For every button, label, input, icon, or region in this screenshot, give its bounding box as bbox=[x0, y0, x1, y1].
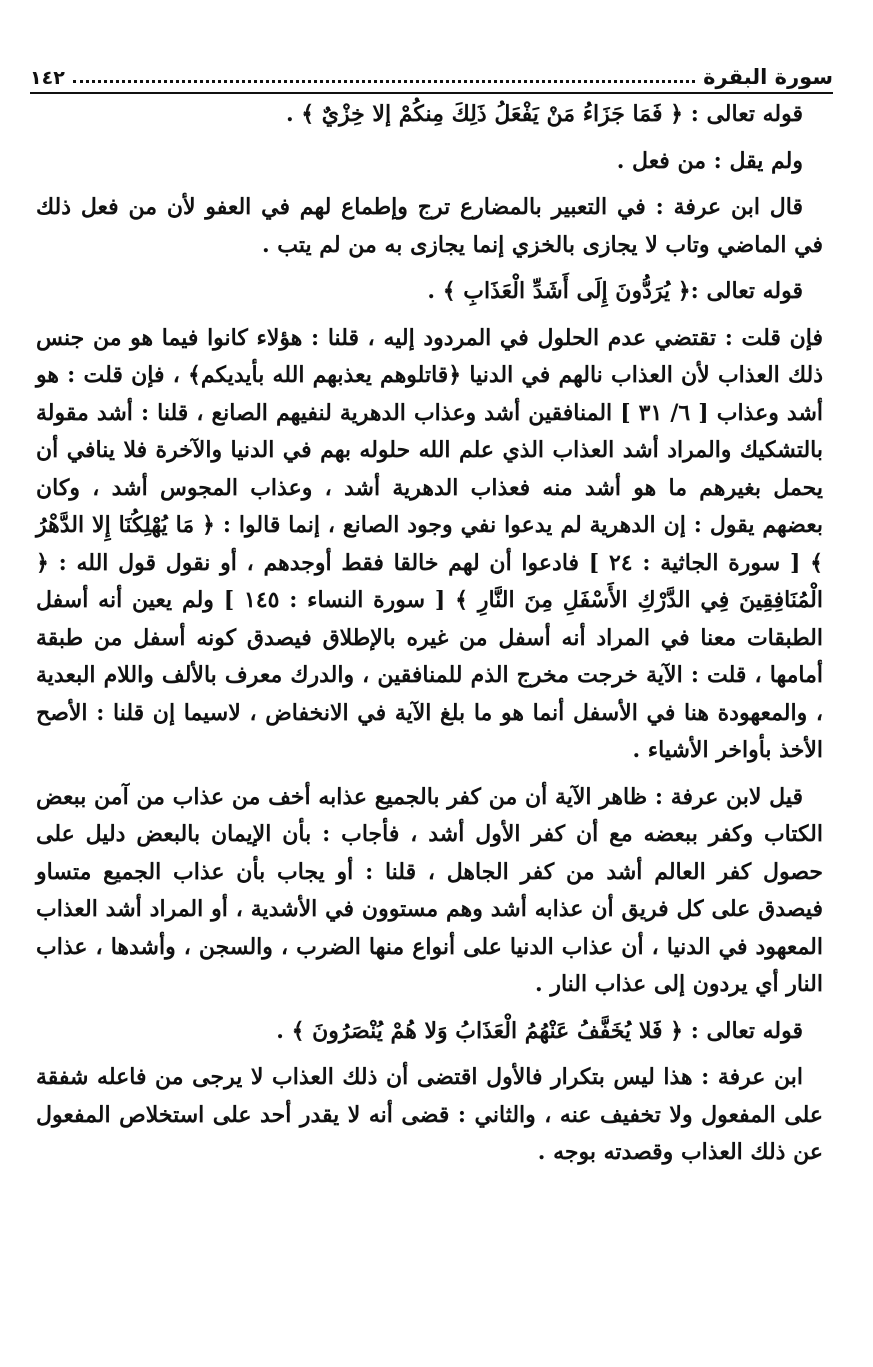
paragraph-verse-1: قوله تعالى : ﴿ فَمَا جَزَاءُ مَنْ يَفْعَلُ ذَلِكَ مِنكُمْ إلا خِزْيٌ ﴾ . bbox=[285, 101, 803, 127]
paragraph-commentary-2: فإن قلت : تقتضي عدم الحلول في المردود إليه ، قلنا : هؤلاء كانوا فيما هو من جنس ذلك العذاب لأن العذاب نالهم في الدنيا ﴿قاتلوهم يعذبهم الله بأيديكم﴾ ، فإن قلت : هو أشد وعذاب [ ٦/ ٣١ ] المنافقين أشد وعذاب الدهرية لنفيهم الصانع ، قلنا : أشد مقولة بالتشكيك والمراد أشد العذاب الذي علم الله حلوله بهم في الدنيا والآخرة فلا ينافي أن يحمل بغيرهم ما هو أشد منه فعذاب الدهرية أشد ، وعذاب المجوس أشد ، وكان بعضهم يقول : إن الدهرية لم يدعوا نفي وجود الصانع ، إنما قالوا : ﴿ مَا يُهْلِكُنَا إِلا الدَّهْرُ ﴾ [ سورة الجاثية : ٢٤ ] فادعوا أن لهم خالقا فقط أوجدهم ، أو نقول قول الله : ﴿ الْمُنَافِقِينَ فِي الدَّرْكِ الأَسْفَلِ مِنَ النَّارِ ﴾ [ سورة النساء : ١٤٥ ] ولم يعين أنه أسفل الطبقات معنا في المراد أنه أسفل من غيره بالإطلاق فيصدق كونه أسفل من طبقة أمامها ، قلت : الآية خرجت مخرج الذم للمنافقين ، والدرك معرف بالألف واللام البعدية ، والمعهودة هنا في الأسفل أنما هو ما بلغ الآية في الانخفاض ، لاسيما إن قلنا : الأصح الأخذ بأواخر الأشياء . bbox=[36, 324, 823, 763]
paragraph-commentary-3: قيل لابن عرفة : ظاهر الآية أن من كفر بالجميع عذابه أخف من عذاب من آمن ببعض الكتاب وكفر ببعضه مع أن كفر الأول أشد ، فأجاب : بأن الإيمان بالبعض دليل على حصول كفر العالم أشد من كفر الجاهل ، قلنا : أو يجاب بأن عذاب الجميع متساو فيصدق على كل فريق أن عذابه أشد وهم مستوون في الأشدية ، أو المراد أشد العذاب المعهود في الدنيا ، أن عذاب الدنيا على أنواع منها الضرب ، والسجن ، وأشدها ، عذاب النار أي يردون إلى عذاب النار . bbox=[36, 783, 823, 997]
page-body bbox=[36, 96, 823, 1181]
paragraph-commentary-1: قال ابن عرفة : في التعبير بالمضارع ترج وإطماع لهم في العفو لأن من فعل ذلك في الماضي وتاب لا يجازى بالخزي إنما يجازى به من لم يتب . bbox=[36, 194, 823, 258]
header-dotted-leader bbox=[73, 80, 695, 83]
paragraph-verse-2: قوله تعالى :﴿ يُرَدُّونَ إِلَى أَشَدِّ الْعَذَابِ ﴾ . bbox=[427, 278, 803, 304]
paragraph-commentary-4: ابن عرفة : هذا ليس بتكرار فالأول اقتضى أن ذلك العذاب لا يرجى من فاعله شفقة على المفعول ولا تخفيف عنه ، والثاني : قضى أنه لا يقدر أحد على استخلاص المفعول عن ذلك العذاب وقصدته بوجه . bbox=[36, 1064, 823, 1165]
running-title: سورة البقرة bbox=[703, 65, 833, 89]
page-header bbox=[30, 58, 833, 94]
paragraph-verse-3: قوله تعالى : ﴿ فَلا يُخَفَّفُ عَنْهُمُ الْعَذَابُ وَلا هُمْ يُنْصَرُونَ ﴾ . bbox=[276, 1017, 803, 1044]
paragraph-note-1: ولم يقل : من فعل . bbox=[616, 147, 803, 174]
page-number: ١٤٢ bbox=[30, 67, 65, 89]
